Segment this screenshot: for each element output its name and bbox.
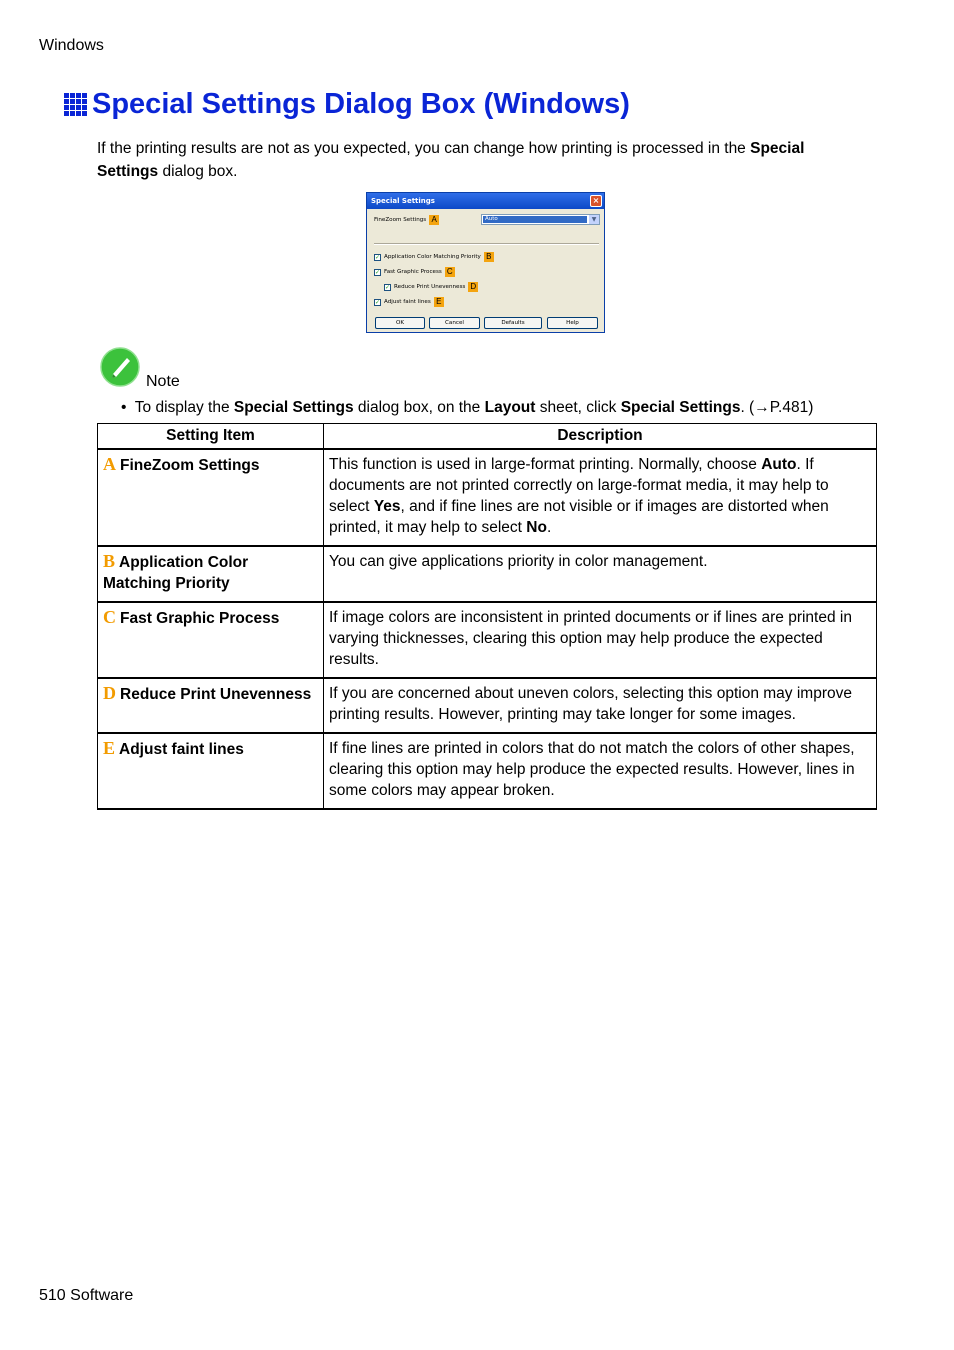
description-bold: No — [526, 519, 547, 536]
bullet: • — [121, 399, 127, 416]
header-setting-item: Setting Item — [98, 424, 324, 450]
callout-a: A — [429, 215, 439, 225]
item-name: Adjust faint lines — [119, 741, 244, 758]
setting-item-cell — [98, 546, 324, 602]
dialog-option-label: Reduce Print Unevenness — [394, 284, 466, 290]
intro-bold: Special Settings — [97, 140, 805, 180]
table-body — [98, 449, 877, 809]
callout-e: E — [434, 297, 444, 307]
description-bold: Auto — [761, 456, 797, 473]
defaults-button[interactable]: Defaults — [484, 317, 542, 329]
item-name: Reduce Print Unevenness — [120, 686, 312, 703]
header-description: Description — [324, 424, 877, 450]
table-row — [98, 602, 877, 678]
item-letter: B — [103, 551, 116, 571]
item-letter: E — [103, 738, 116, 758]
item-name: Application Color Matching Priority — [103, 554, 249, 592]
table-row — [98, 678, 877, 733]
description-cell — [324, 678, 877, 733]
note-pencil-icon — [100, 347, 140, 387]
dialog-option-row[interactable] — [384, 282, 478, 292]
description-cell — [324, 449, 877, 546]
dialog-separator — [374, 243, 599, 245]
dialog-option-label: Fast Graphic Process — [384, 269, 442, 275]
finezoom-label: FineZoom Settings — [374, 217, 427, 223]
chevron-down-icon[interactable]: ▼ — [589, 215, 599, 224]
note-plain-text: . (→P.481) — [740, 399, 814, 416]
running-head: Windows — [39, 37, 104, 54]
dialog-option-row[interactable] — [374, 267, 455, 277]
description-text: If you are concerned about uneven colors, selecting this option may improve printing results. However, printing may take longer for some images. — [329, 685, 852, 723]
description-cell — [324, 546, 877, 602]
checkbox[interactable]: ✓ — [385, 283, 391, 291]
description-cell — [324, 602, 877, 678]
table-row — [98, 733, 877, 809]
description-text: . — [546, 519, 552, 536]
setting-item-cell — [98, 449, 324, 546]
setting-item-cell — [98, 602, 324, 678]
description-text: You can give applications priority in color management. — [329, 553, 708, 570]
finezoom-select[interactable] — [481, 214, 600, 225]
page-title — [64, 88, 630, 121]
callout-d: D — [468, 282, 478, 292]
intro-paragraph — [97, 137, 857, 183]
table-header-row — [98, 424, 877, 450]
dialog-titlebar — [367, 193, 604, 209]
item-letter: C — [103, 607, 116, 627]
table-row — [98, 449, 877, 546]
callout-b: B — [484, 252, 494, 262]
finezoom-select-value: Auto — [483, 216, 587, 223]
dialog-option-label: Application Color Matching Priority — [384, 254, 481, 260]
close-icon[interactable]: × — [590, 195, 602, 207]
dialog-option-row[interactable] — [374, 252, 494, 262]
description-bold: Yes — [373, 498, 401, 515]
description-text: This function is used in large-format printing. Normally, choose — [329, 456, 762, 473]
dialog-option-row[interactable] — [374, 297, 444, 307]
ok-button[interactable]: OK — [375, 317, 425, 329]
checkbox[interactable]: ✓ — [375, 268, 381, 276]
note-bold-text: Special Settings — [620, 399, 741, 416]
finezoom-row — [374, 215, 439, 225]
note-plain-text: sheet, click — [535, 399, 621, 416]
description-text: If fine lines are printed in colors that do not match the colors of other shapes, clearing this option may help produce the expected results. However, lines in some colors may appear broken. — [329, 740, 855, 799]
checkbox[interactable]: ✓ — [375, 253, 381, 261]
note-plain-text: dialog box, on the — [353, 399, 485, 416]
page-footer: 510 Software — [39, 1287, 134, 1304]
settings-table — [97, 423, 877, 810]
item-letter: A — [103, 454, 116, 474]
help-button[interactable]: Help — [547, 317, 598, 329]
note-text — [135, 399, 814, 416]
dialog-title: Special Settings — [371, 197, 435, 205]
item-letter: D — [103, 683, 116, 703]
item-name: FineZoom Settings — [120, 457, 260, 474]
table-row — [98, 546, 877, 602]
description-text: If image colors are inconsistent in printed documents or if lines are printed in varying thicknesses, clearing this option may help produce the expected results. — [329, 609, 852, 668]
note-bold-text: Layout — [484, 399, 536, 416]
dialog-option-label: Adjust faint lines — [384, 299, 431, 305]
description-text: , and if fine lines are not visible or if images are distorted when printed, it may help to select — [329, 498, 829, 536]
note-list-item — [121, 399, 813, 417]
intro-text-end: dialog box. — [158, 163, 238, 180]
note-plain-text: To display the — [134, 399, 234, 416]
item-name: Fast Graphic Process — [120, 610, 280, 627]
note-bold-text: Special Settings — [233, 399, 354, 416]
grid-bullet-icon — [64, 93, 88, 117]
special-settings-dialog — [366, 192, 605, 333]
intro-text: If the printing results are not as you expected, you can change how printing is processed in the — [97, 140, 751, 157]
checkbox[interactable]: ✓ — [375, 298, 381, 306]
cancel-button[interactable]: Cancel — [429, 317, 480, 329]
description-cell — [324, 733, 877, 809]
description-text: . If documents are not printed correctly on large-format media, it may help to select — [329, 456, 829, 515]
callout-c: C — [445, 267, 455, 277]
page-title-text: Special Settings Dialog Box (Windows) — [92, 88, 630, 120]
setting-item-cell — [98, 678, 324, 733]
setting-item-cell — [98, 733, 324, 809]
note-label: Note — [146, 373, 180, 390]
